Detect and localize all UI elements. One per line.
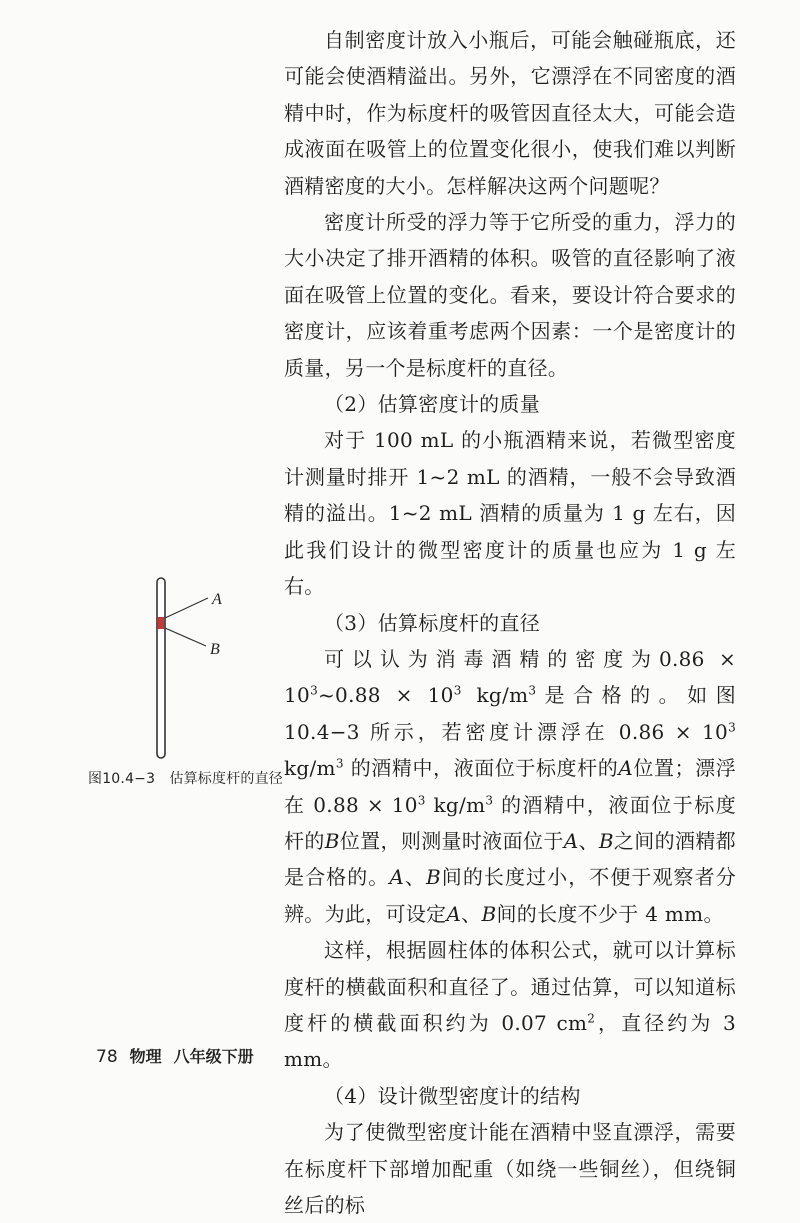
book-subject: 物理 — [129, 1047, 162, 1066]
figure-10-4-3 — [90, 570, 290, 800]
paragraph-structure: 为了使微型密度计能在酒精中竖直漂浮，需要在标度杆下部增加配重（如绕一些铜丝），但绕铜丝后的标 — [284, 1120, 736, 1217]
paragraph-mass: 对于 100 mL 的小瓶酒精来说，若微型密度计测量时排开 1~2 mL 的酒精，一般不会导致酒精的溢出。1~2 mL 酒精的质量为 1 g 左右，因此我们设计的微型密度计的质量也应为 1 g 左右。 — [284, 428, 736, 599]
leader-line-b — [165, 628, 206, 646]
heading-estimate-diameter: （3）估算标度杆的直径 — [324, 610, 541, 635]
heading-estimate-mass: （2）估算密度计的质量 — [324, 392, 541, 417]
leader-line-a — [165, 598, 208, 618]
scale-rod-tube — [157, 578, 165, 758]
page-footer — [96, 1044, 254, 1067]
label-b: B — [210, 641, 220, 658]
heading-design-structure: （4）设计微型密度计的结构 — [324, 1083, 581, 1108]
scale-rod-diagram — [90, 570, 290, 770]
page-number: 78 — [96, 1047, 118, 1067]
paragraph-problem: 自制密度计放入小瓶后，可能会触碰瓶底，还可能会使酒精溢出。另外，它漂浮在不同密度的酒精中时，作为标度杆的吸管因直径太大，可能会造成液面在吸管上的位置变化很小，使我们难以判断酒精密度的大小。怎样解决这两个问题呢？ — [284, 28, 736, 198]
book-grade: 八年级下册 — [173, 1047, 254, 1066]
paragraph-density: 可以认为消毒酒精的密度为$0.86 \times 10^3\sim 0.88 \times 10^3$ $kg/m^3$是合格的。如图 10.4−3 所示，若密度计漂浮在 $0.86 \times 10^3$ $kg/m^3$ 的酒精中，液面位于标度杆的A位置；漂浮在 $0.88 \times 10^3$ $kg/m^3$ 的酒精中，液面位于标度杆的B位置，则测量时液面位于A、B之间的酒精都是合格的。A、B间的长度过小，不便于观察者分辨。为此，可设定A、B间的长度不少于 4 mm。 — [284, 646, 737, 926]
paragraph-cross-section: 这样，根据圆柱体的体积公式，就可以计算标度杆的横截面积和直径了。通过估算，可以知道标度杆的横截面积约为 0.07 $cm^2$，直径约为 3 mm。 — [284, 938, 737, 1072]
paragraph-factors: 密度计所受的浮力等于它所受的重力，浮力的大小决定了排开酒精的体积。吸管的直径影响了液面在吸管上位置的变化。看来，要设计符合要求的密度计，应该着重考虑两个因素：一个是密度计的质量，另一个是标度杆的直径。 — [284, 210, 736, 380]
figure-caption: 图10.4−3 估算标度杆的直径 — [88, 771, 284, 787]
label-a: A — [212, 591, 222, 608]
body-text — [284, 22, 736, 1223]
liquid-level-band — [158, 617, 164, 629]
